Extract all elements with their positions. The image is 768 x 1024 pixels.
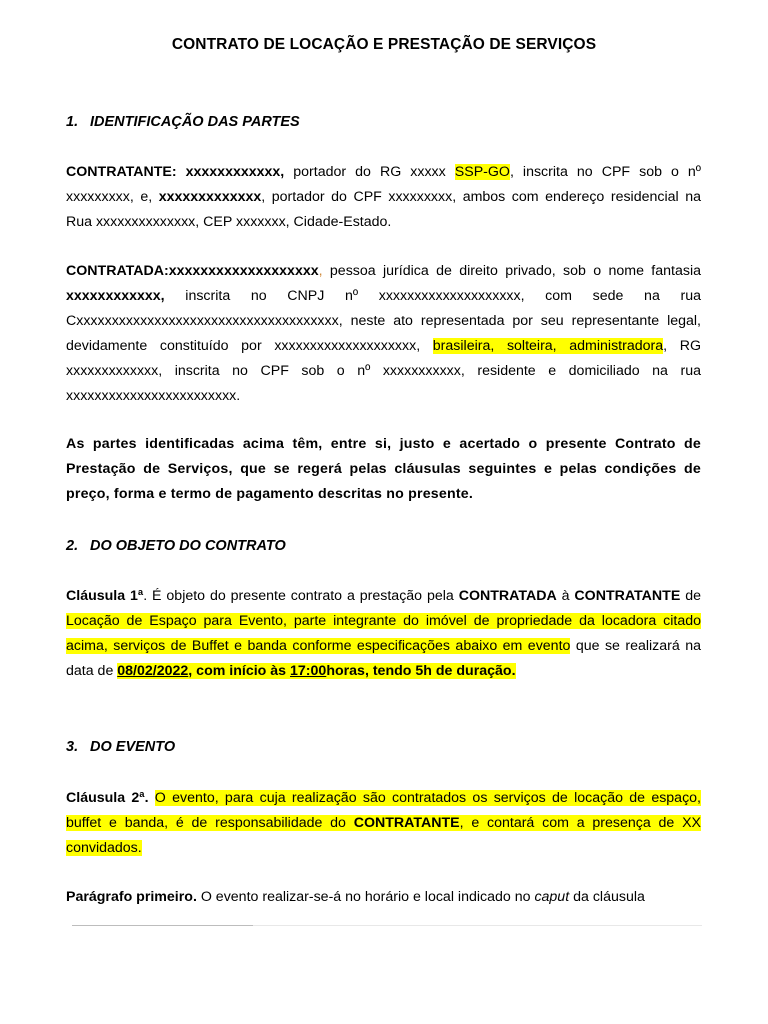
section-2-title: DO OBJETO DO CONTRATO: [90, 538, 286, 554]
contratada-label: CONTRATADA:xxxxxxxxxxxxxxxxxxx: [66, 263, 319, 279]
paragrafo-text-2: da cláusula: [569, 889, 645, 905]
section-2-number: 2.: [66, 538, 79, 554]
second-person-name: xxxxxxxxxxxxx: [158, 189, 262, 205]
section-1-number: 1.: [66, 114, 79, 130]
contratante-text-3: , portador do CPF xxxxxxxxx, ambos com endereço residencial na Rua xxxxxxxxxxxxxx, CEP xxxxxxx, Cidade-Estado.: [66, 189, 701, 230]
clausula-2-text-1: O evento, para cuja realização são contratados os serviços de locação de espaço, buffet e banda, é de responsabilidade do: [66, 790, 702, 831]
clausula-2-dot: .: [144, 790, 155, 806]
section-3-title: DO EVENTO: [90, 739, 176, 755]
section-3-number: 3.: [66, 739, 79, 755]
clausula-1-text-4: que se realizará na data de: [66, 638, 701, 679]
section-1-title: IDENTIFICAÇÃO DAS PARTES: [90, 114, 300, 130]
contratada-text-2: inscrita no CNPJ nº xxxxxxxxxxxxxxxxxxxx, com sede na rua Cxxxxxxxxxxxxxxxxxxxxxxxxxxxxxxxxxxxxx, neste ato representada por seu representante legal, devidamente constituído por xxxxxxxxxxxxxxxxxxxx,: [66, 288, 701, 354]
document-title: CONTRATO DE LOCAÇÃO E PRESTAÇÃO DE SERVIÇOS: [171, 36, 597, 53]
clausula-1-label: Cláusula 1ª: [66, 588, 144, 604]
section-3-heading: [66, 739, 175, 755]
contratante-label: CONTRATANTE:: [66, 164, 177, 180]
clausula-2-label: Cláusula 2ª: [66, 790, 145, 806]
contratante-name: xxxxxxxxxxxx,: [176, 164, 285, 180]
paragrafo-primeiro: [66, 885, 701, 910]
caput-italic: caput: [534, 889, 570, 905]
evento-highlight: [66, 790, 701, 856]
event-time: 17:00: [290, 663, 327, 679]
contratada-text-3: , RG xxxxxxxxxxxxx, inscrita no CPF sob o nº xxxxxxxxxxx, residente e domiciliado na rua xxxxxxxxxxxxxxxxxxxxxxxx.: [66, 338, 701, 404]
clausula-2-text-2: , e contará com a presença de XX convidados.: [66, 815, 702, 856]
page-separator-dark: [72, 925, 253, 926]
clausula-1-text-3: de: [680, 588, 701, 604]
fantasia-name: xxxxxxxxxxxx,: [66, 288, 165, 304]
objeto-highlight: Locação de Espaço para Evento, parte integrante do imóvel de propriedade da locadora citado acima, serviços de Buffet e banda conforme especificações abaixo em evento: [66, 613, 701, 654]
paragrafo-text-1: O evento realizar-se-á no horário e local indicado no: [196, 889, 535, 905]
clausula-1-paragraph: [66, 584, 701, 684]
clausula-2-paragraph: [66, 786, 701, 861]
contratante-text-2: , inscrita no CPF sob o nº xxxxxxxxx, e,: [66, 164, 701, 205]
paragrafo-label: Parágrafo primeiro.: [66, 889, 197, 905]
contratada-text-1: pessoa jurídica de direito privado, sob o nome fantasia: [322, 263, 701, 279]
clausula-1-text-1: . É objeto do presente contrato a prestação pela: [143, 588, 459, 604]
contratante-text-1: portador do RG xxxxx: [284, 164, 455, 180]
rg-org-highlight: SSP-GO: [454, 164, 510, 180]
clausula-1-text-6: horas, tendo 5h de duração.: [326, 663, 516, 679]
event-date: 08/02/2022: [117, 663, 189, 679]
contratante-paragraph: [66, 160, 701, 235]
contratante-ref-2: CONTRATANTE: [353, 815, 460, 831]
clausula-1-text-2: à: [556, 588, 575, 604]
contratante-ref: CONTRATANTE: [574, 588, 681, 604]
section-1-heading: [66, 114, 300, 130]
representative-highlight: brasileira, solteira, administradora: [432, 338, 664, 354]
event-date-highlight: [117, 663, 515, 679]
contratada-ref: CONTRATADA: [458, 588, 557, 604]
contratada-paragraph: [66, 259, 701, 409]
partes-paragraph: As partes identificadas acima têm, entre si, justo e acertado o presente Contrato de Prestação de Serviços, que se regerá pelas cláusulas seguintes e pelas condições de preço, forma e termo de pagamento descritas no presente.: [66, 436, 701, 502]
clausula-1-text-5: , com início às: [188, 663, 291, 679]
section-2-heading: [66, 538, 286, 554]
contratada-comma: ,: [318, 263, 323, 279]
